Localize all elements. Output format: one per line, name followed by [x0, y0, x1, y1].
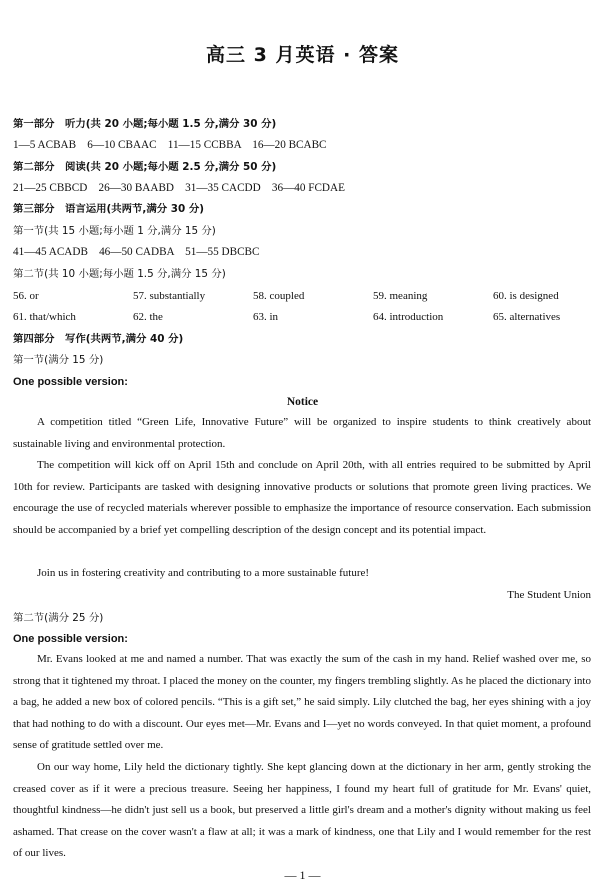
answer-63: 63. in [253, 311, 279, 323]
notice-paragraph-3: Join us in fostering creativity and contributing to a more sustainable future! [37, 567, 370, 579]
answer-65: 65. alternatives [493, 311, 561, 323]
answer-58: 58. coupled [253, 290, 305, 302]
part4-section1-heading: 第一节(满分 15 分) [13, 354, 104, 366]
answer-60: 60. is designed [493, 290, 559, 302]
answer-62: 62. the [133, 311, 163, 323]
notice-title: Notice [286, 396, 319, 408]
signature: The Student Union [507, 589, 591, 601]
part4-heading: 第四部分 写作(共两节,满分 40 分) [13, 333, 184, 345]
part3-section2-heading: 第二节(共 10 小题;每小题 1.5 分,满分 15 分) [13, 268, 226, 280]
part2-heading: 第二部分 阅读(共 20 小题;每小题 2.5 分,满分 50 分) [13, 161, 277, 173]
part3-section1-answers: 41—45 ACADB 46—50 CADBA 51—55 DBCBC [13, 246, 260, 258]
answer-57: 57. substantially [133, 290, 206, 302]
part3-heading: 第三部分 语言运用(共两节,满分 30 分) [13, 203, 204, 215]
part1-heading: 第一部分 听力(共 20 小题;每小题 1.5 分,满分 30 分) [13, 118, 277, 130]
fill-answers-row-1 [13, 289, 593, 303]
story-paragraph-2: On our way home, Lily held the dictionary tightly. She kept glancing down at the dictionary in her arm, gently stroking the creased cover as if it were a precious treasure. Seeing her happiness, I found my heart full of gratitude for Mr. Evans' quiet, thoughtful kindness—he didn't just sell us a book, but preserved a little girl's dream and a mother's dignity without making us feel ashamed. That crease on the cover wasn't a flaw at all; it was a mark of kindness, one that Lily and I would remember for the rest of our lives. [13, 761, 591, 859]
notice-paragraph-1: A competition titled “Green Life, Innovative Future” will be organized to inspire students to think creatively about sustainable living and environmental protection. [13, 416, 591, 450]
answer-64: 64. introduction [373, 311, 444, 323]
version-label-1: One possible version: [13, 376, 128, 388]
answer-59: 59. meaning [373, 290, 428, 302]
part1-answers: 1—5 ACBAB 6—10 CBAAC 11—15 CCBBA 16—20 BCABC [13, 139, 327, 151]
notice-paragraph-2: The competition will kick off on April 15th and conclude on April 20th, with all entries required to be submitted by April 10th for review. Participants are tasked with designing innovative products or solutions that promote green living practices. We encourage the use of recycled materials wherever possible to emphasize the importance of resource conservation. Each submission should be accompanied by a brief yet compelling description of the design concept and its potential impact. [13, 459, 591, 536]
answer-61: 61. that/which [13, 311, 76, 323]
answer-56: 56. or [13, 290, 39, 302]
page-title: 高三 3 月英语 · 答案 [206, 44, 399, 66]
version-label-2: One possible version: [13, 633, 128, 645]
page-number: — 1 — [284, 868, 321, 882]
fill-answers-row-2 [13, 310, 593, 324]
story-paragraph-1: Mr. Evans looked at me and named a number. That was exactly the sum of the cash in my hand. Relief washed over me, so strong that it tightened my throat. I placed the money on the counter, my fingers trembling slightly. As he placed the dictionary into a bag, he added a new box of colored pencils. “This is a gift set,” he said simply. Lily clutched the bag, her eyes shining with a joy that had nothing to do with a discount. Our eyes met—Mr. Evans and I—yet no words conveyed. In that quiet moment, a profound sense of gratitude settled over me. [13, 653, 591, 751]
part2-answers: 21—25 CBBCD 26—30 BAABD 31—35 CACDD 36—40 FCDAE [13, 182, 345, 194]
part3-section1-heading: 第一节(共 15 小题;每小题 1 分,满分 15 分) [13, 225, 216, 237]
part4-section2-heading: 第二节(满分 25 分) [13, 612, 104, 624]
